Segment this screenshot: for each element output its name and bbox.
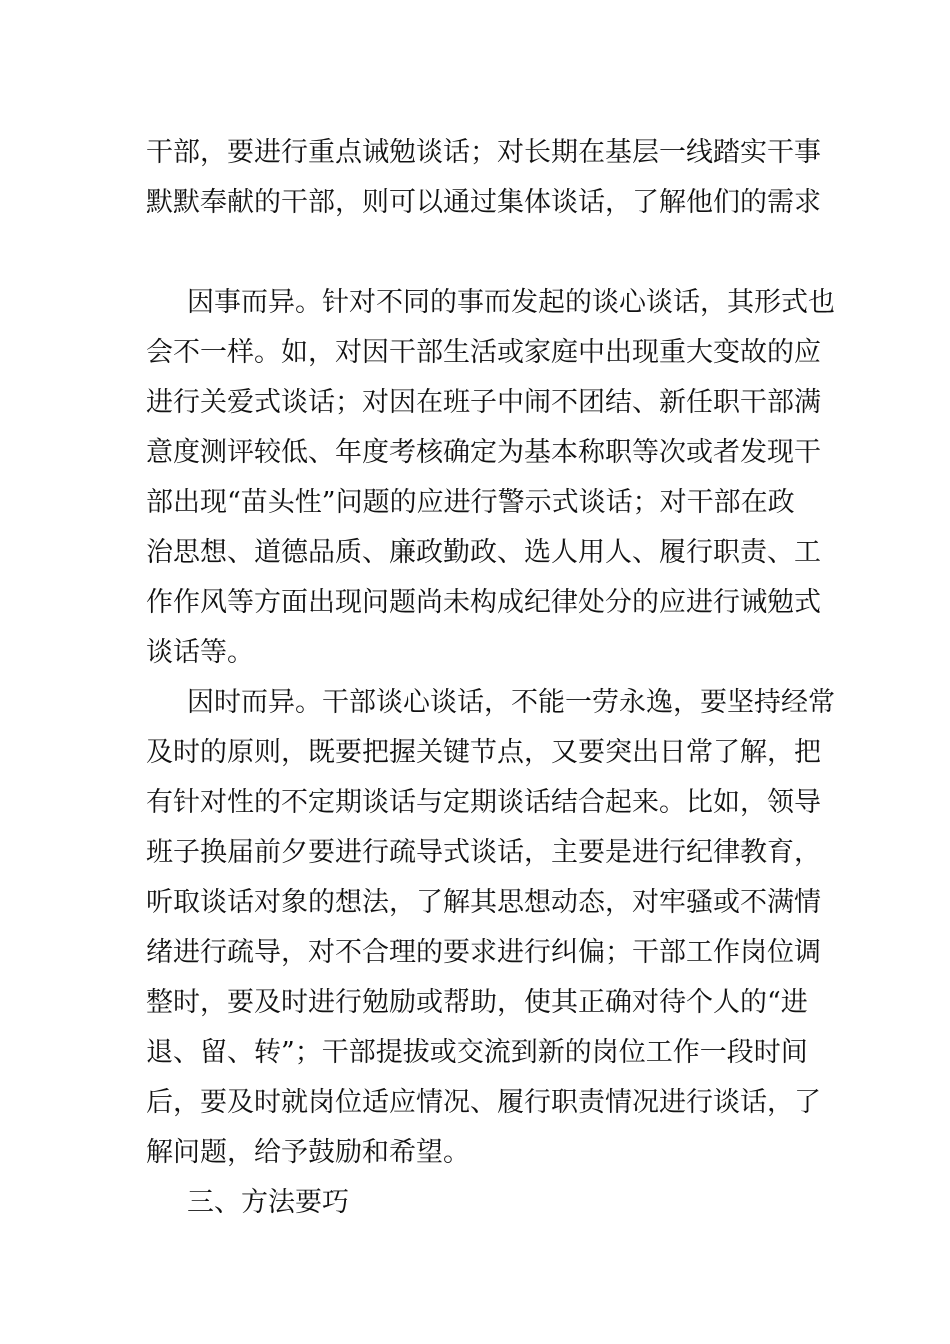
section-heading: 三、方法要巧 [187, 1187, 349, 1218]
text-line: 绪进行疏导，对不合理的要求进行纠偏；干部工作岗位调 [146, 937, 821, 968]
text-line: 解问题，给予鼓励和希望。 [146, 1137, 470, 1168]
text-line: 谈话等。 [146, 637, 254, 668]
text-line: 作作风等方面出现问题尚未构成纪律处分的应进行诫勉式 [146, 587, 821, 618]
text-line: 进行关爱式谈话；对因在班子中闹不团结、新任职干部满 [146, 387, 821, 418]
text-line: 部出现“苗头性”问题的应进行警示式谈话；对干部在政 [146, 487, 795, 518]
paragraph-first-line: 因事而异。针对不同的事而发起的谈心谈话，其形式也 [187, 287, 835, 318]
text-line: 听取谈话对象的想法，了解其思想动态，对牢骚或不满情 [146, 887, 821, 918]
text-line: 默默奉献的干部，则可以通过集体谈话，了解他们的需求 [146, 187, 821, 218]
text-line: 退、留、转”；干部提拔或交流到新的岗位工作一段时间 [146, 1037, 808, 1068]
text-line: 后，要及时就岗位适应情况、履行职责情况进行谈话，了 [146, 1087, 821, 1118]
text-line: 意度测评较低、年度考核确定为基本称职等次或者发现干 [146, 437, 821, 468]
text-line: 班子换届前夕要进行疏导式谈话，主要是进行纪律教育， [146, 837, 821, 868]
text-line: 会不一样。如，对因干部生活或家庭中出现重大变故的应 [146, 337, 821, 368]
text-line: 有针对性的不定期谈话与定期谈话结合起来。比如，领导 [146, 787, 821, 818]
text-line: 治思想、道德品质、廉政勤政、选人用人、履行职责、工 [146, 537, 821, 568]
text-line: 整时，要及时进行勉励或帮助，使其正确对待个人的“进 [146, 987, 808, 1018]
paragraph-first-line: 因时而异。干部谈心谈话，不能一劳永逸，要坚持经常 [187, 687, 835, 718]
text-line: 干部，要进行重点诫勉谈话；对长期在基层一线踏实干事 [146, 137, 821, 168]
text-line: 及时的原则，既要把握关键节点，又要突出日常了解，把 [146, 737, 821, 768]
